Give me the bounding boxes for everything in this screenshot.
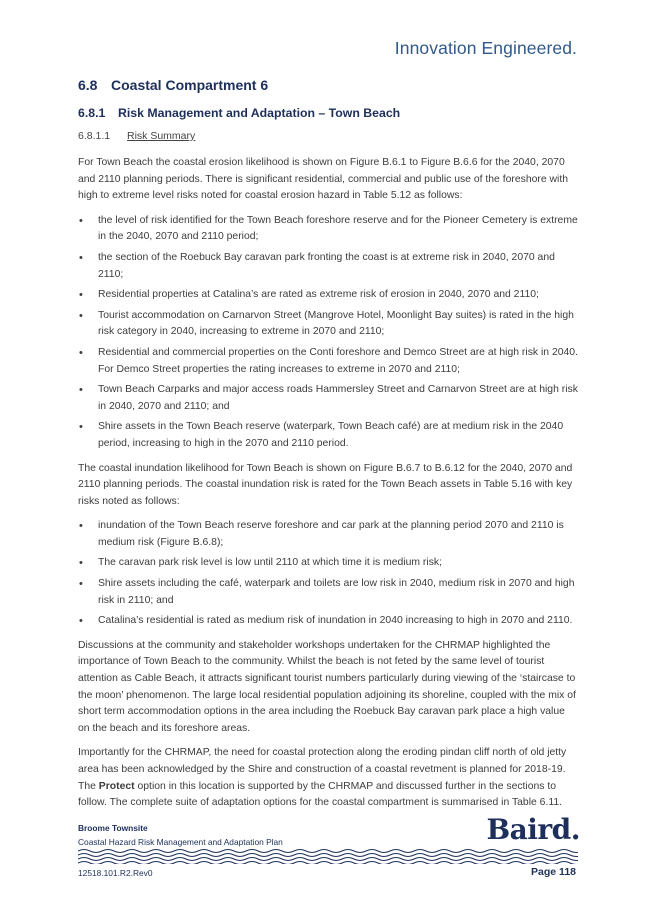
subsection-number: 6.8.1 xyxy=(78,106,106,120)
list-item: • The caravan park risk level is low until 2110 at which time it is medium risk; xyxy=(78,555,578,572)
subsubsection-number: 6.8.1.1 xyxy=(78,130,111,142)
section-number: 6.8 xyxy=(78,77,98,93)
list-item: • Tourist accommodation on Carnarvon Street (Mangrove Hotel, Moonlight Bay suites) is rated in the high risk category in 2040, increasing to extreme in 2070 and 2110; xyxy=(78,308,578,341)
document-number: 12518.101.R2.Rev0 xyxy=(78,868,153,878)
list-item: • the section of the Roebuck Bay caravan park fronting the coast is at extreme risk in 2040, 2070 and 2110; xyxy=(78,250,578,283)
subsubsection-title: Risk Summary xyxy=(127,130,196,142)
wave-divider-graphic xyxy=(78,848,578,864)
erosion-risk-list xyxy=(78,213,578,453)
subsubsection-heading xyxy=(78,130,195,142)
list-item: • inundation of the Town Beach reserve foreshore and car park at the planning period 2070 and 2110 is medium risk (Figure B.6.8); xyxy=(78,518,578,551)
paragraph-inundation-intro: The coastal inundation likelihood for Town Beach is shown on Figure B.6.7 to B.6.12 for the 2040, 2070 and 2110 planning periods. The coastal inundation risk is rated for the Town Beach assets in Table 5.16 with key risks noted as follows: xyxy=(78,462,573,507)
baird-logo: Baird. xyxy=(486,813,580,846)
paragraph-text: Importantly for the CHRMAP, the need for coastal protection along the eroding pindan cliff north of old jetty area has been acknowledged by the Shire and construction of a coastal revetment is planned for 2018-19. The xyxy=(78,747,567,792)
section-title: Coastal Compartment 6 xyxy=(111,77,269,93)
inundation-risk-list xyxy=(78,518,578,630)
company-tagline: Innovation Engineered. xyxy=(394,38,577,58)
subsection-title: Risk Management and Adaptation – Town Beach xyxy=(118,106,401,120)
page-number: Page 118 xyxy=(531,866,576,878)
list-item: • Shire assets including the café, waterpark and toilets are low risk in 2040, medium risk in 2070 and high risk in 2110; and xyxy=(78,576,578,609)
footer-project-title: Broome Townsite xyxy=(78,823,148,833)
section-heading xyxy=(78,77,268,93)
paragraph-community: Discussions at the community and stakeholder workshops undertaken for the CHRMAP highlighted the importance of Town Beach to the community. Whilst the beach is not feted by the same level of tourist attention as Cable Beach, it attracts significant tourist numbers particularly during viewing of the ‘staircase to the moon’ phenomenon. The large local residential population adjoining its shoreline, coupled with the mix of short term accommodation options in the area including the Roebuck Bay caravan park place a high value on the beach and its foreshore areas. xyxy=(78,639,576,734)
list-item: • Catalina’s residential is rated as medium risk of inundation in 2040 increasing to high in 2070 and 2110. xyxy=(78,613,578,630)
list-item: • Residential properties at Catalina’s are rated as extreme risk of erosion in 2040, 2070 and 2110; xyxy=(78,287,578,304)
paragraph-erosion-intro: For Town Beach the coastal erosion likelihood is shown on Figure B.6.1 to Figure B.6.6 for the 2040, 2070 and 2110 planning periods. There is significant residential, commercial and public use of the foreshore with high to extreme level risks noted for coastal erosion hazard in Table 5.12 as follows: xyxy=(78,157,568,202)
list-item: • Shire assets in the Town Beach reserve (waterpark, Town Beach café) are at medium risk in the 2040 period, increasing to high in the 2070 and 2110 period. xyxy=(78,419,578,452)
list-item: • the level of risk identified for the Town Beach foreshore reserve and for the Pioneer Cemetery is extreme in the 2040, 2070 and 2110 period; xyxy=(78,213,578,246)
body-text xyxy=(78,155,578,820)
paragraph-protection xyxy=(78,745,578,811)
paragraph-text: option in this location is supported by the CHRMAP and discussed further in the sections to follow. The complete suite of adaptation options for the coastal compartment is summarised in Table 6.11. xyxy=(78,780,563,809)
footer-report-title: Coastal Hazard Risk Management and Adaptation Plan xyxy=(78,837,283,847)
subsection-heading xyxy=(78,106,400,120)
list-item: • Town Beach Carparks and major access roads Hammersley Street and Carnarvon Street are at high risk in 2040, 2070 and 2110; and xyxy=(78,382,578,415)
protect-emphasis: Protect xyxy=(98,780,135,792)
list-item: • Residential and commercial properties on the Conti foreshore and Demco Street are at high risk in 2040. For Demco Street properties the rating increases to extreme in 2070 and 2110; xyxy=(78,345,578,378)
